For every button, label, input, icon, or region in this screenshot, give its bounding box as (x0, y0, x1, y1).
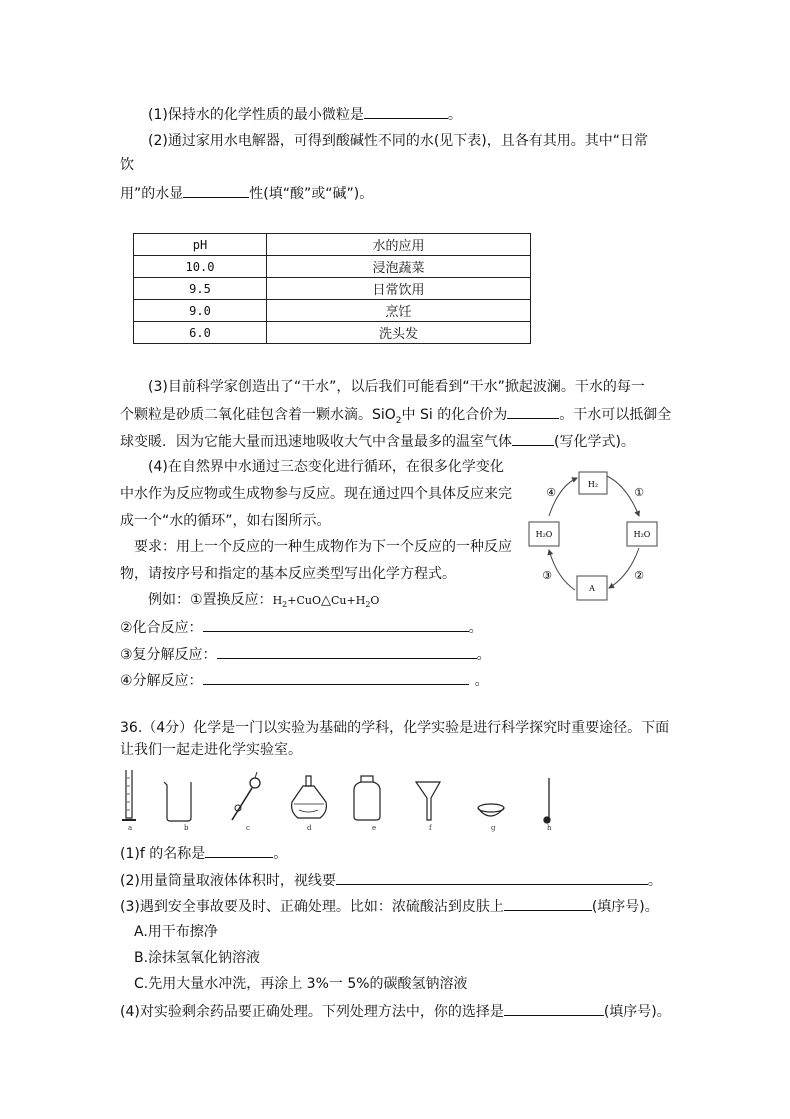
answer-blank[interactable] (507, 404, 559, 419)
q35-part4-line3: 成一个“水的循环”，如右图所示。 (120, 513, 331, 529)
q36-intro-line2: 让我们一起走进化学实验室。 (120, 742, 302, 758)
period: 。 (474, 673, 489, 689)
step-4-marker: ④ (546, 486, 556, 499)
q35-part4-line2: 中水作为反应物或生成物参与反应。现在通过四个具体反应来完 (120, 486, 512, 502)
table-row (134, 278, 531, 300)
table-cell: 10.0 (134, 256, 267, 278)
q35-part3-text-b: 中 Si 的化合价为 (401, 407, 508, 423)
delta-symbol: △ (321, 593, 331, 608)
reaction-2-line (120, 617, 483, 638)
eq-part: +CuO (287, 594, 321, 607)
reaction-3-label: ③复分解反应： (120, 647, 217, 663)
option-c: C.先用大量水冲洗，再涂上 3%一 5%的碳酸氢钠溶液 (134, 976, 468, 992)
apparatus-label: b (184, 824, 189, 832)
table-header: 水的应用 (267, 234, 531, 256)
q35-part2-line2: 饮 (120, 157, 134, 173)
answer-blank[interactable] (203, 617, 469, 632)
example-equation (272, 593, 380, 610)
q36-sub1 (120, 843, 287, 864)
q35-part2-text-a: 用”的水显 (120, 186, 184, 202)
q36-sub2-text: (2)用量筒量取液体体积时，视线要 (120, 873, 336, 889)
subscript: 2 (365, 600, 371, 610)
answer-blank[interactable] (205, 843, 273, 858)
answer-blank[interactable] (512, 431, 554, 446)
table-cell: 9.5 (134, 278, 267, 300)
apparatus-label: a (128, 824, 133, 832)
crucible-tongs-icon (232, 772, 260, 820)
graduated-cylinder-icon (122, 770, 136, 820)
alcohol-lamp-icon (292, 776, 327, 818)
cycle-arrow (549, 550, 575, 590)
answer-blank[interactable] (364, 104, 448, 119)
table-row (134, 300, 531, 322)
answer-blank[interactable] (183, 183, 249, 198)
ph-table (133, 233, 531, 344)
table-header-row (134, 234, 531, 256)
table-header: pH (134, 234, 267, 256)
subscript: 2 (282, 600, 288, 610)
apparatus-label: c (246, 824, 250, 832)
period: 。 (647, 873, 662, 889)
table-cell: 洗头发 (267, 322, 531, 344)
answer-blank[interactable] (203, 670, 469, 685)
period: 。 (468, 620, 483, 636)
q36-sub4-text: (4)对实验剩余药品要正确处理。下列处理方法中，你的选择是 (120, 1004, 504, 1020)
table-cell: 日常饮用 (267, 278, 531, 300)
q36-sub4-end: (填序号)。 (603, 1004, 671, 1020)
q35-part3-line1: (3)目前科学家创造出了“干水”，以后我们可能看到“干水”掀起波澜。干水的每一 (148, 379, 645, 395)
reaction-4-line (120, 670, 489, 691)
apparatus-label: g (491, 824, 496, 832)
q35-part4-line5: 物，请按序号和指定的基本反应类型写出化学方程式。 (120, 566, 456, 582)
eq-part: Cu+H (331, 594, 366, 607)
example-line (148, 590, 379, 615)
q36-sub1-text: (1)f 的名称是 (120, 846, 206, 862)
q35-part2-line1: (2)通过家用水电解器，可得到酸碱性不同的水(见下表)，且各有其用。其中“日常 (148, 133, 649, 149)
q36-intro-line1: 36.（4分）化学是一门以实验为基础的学科，化学实验是进行科学探究时重要途径。下面 (120, 720, 670, 736)
q36-sub2 (120, 870, 662, 891)
apparatus-label: f (429, 824, 432, 832)
reaction-3-line (120, 644, 491, 665)
option-a: A.用干布擦净 (134, 924, 218, 940)
q35-part3-line3 (120, 431, 635, 452)
eq-part: O (370, 594, 380, 607)
q35-part3-text-a: 个颗粒是砂质二氧化硅包含着一颗水滴。SiO (120, 407, 396, 423)
q35-part3-text-e: (写化学式)。 (554, 434, 635, 450)
label-h2o-left: H₂O (535, 530, 553, 539)
answer-blank[interactable] (217, 644, 477, 659)
q35-part3-line2 (120, 404, 671, 431)
step-1-marker: ① (634, 486, 644, 499)
reaction-2-label: ②化合反应： (120, 620, 203, 636)
subscript: 2 (395, 415, 402, 426)
q35-part1 (148, 104, 462, 125)
q35-part1-text: (1)保持水的化学性质的最小微粒是 (148, 107, 364, 123)
q36-sub3 (120, 896, 659, 917)
option-b: B.涂抹氢氧化钠溶液 (134, 950, 261, 966)
q36-sub4 (120, 1001, 671, 1022)
table-cell: 9.0 (134, 300, 267, 322)
q35-part3-text-d: 球变暖．因为它能大量而迅速地吸收大气中含量最多的温室气体 (120, 434, 512, 450)
funnel-icon (416, 782, 440, 820)
answer-blank[interactable] (504, 896, 592, 911)
table-cell: 烹饪 (267, 300, 531, 322)
example-label: 例如：①置换反应： (148, 592, 273, 608)
table-cell: 浸泡蔬菜 (267, 256, 531, 278)
step-3-marker: ③ (542, 569, 552, 582)
evaporating-dish-icon (478, 804, 504, 816)
eq-part: H (272, 594, 283, 607)
q35-part4-line4: 要求：用上一个反应的一种生成物作为下一个反应的一种反应 (134, 539, 512, 555)
apparatus-label: d (307, 824, 312, 832)
label-a: A (589, 584, 595, 593)
q35-part3-text-c: 。干水可以抵御全 (559, 407, 672, 423)
label-h2o-right: H₂O (633, 530, 651, 539)
beaker-icon (164, 782, 191, 821)
period: 。 (476, 647, 491, 663)
q35-part2-text-b: 性(填“酸”或“碱”)。 (249, 186, 374, 202)
table-row (134, 256, 531, 278)
label-h2: H₂ (587, 480, 599, 489)
table-row (134, 322, 531, 344)
step-2-marker: ② (634, 569, 644, 582)
reaction-4-label: ④分解反应： (120, 673, 203, 689)
water-cycle-diagram (527, 466, 667, 606)
glass-rod-icon (544, 778, 550, 823)
table-cell: 6.0 (134, 322, 267, 344)
reagent-bottle-icon (354, 776, 380, 820)
q36-sub3-end: (填序号)。 (591, 899, 659, 915)
q36-sub3-text: (3)遇到安全事故要及时、正确处理。比如：浓硫酸沾到皮肤上 (120, 899, 504, 915)
apparatus-label: e (372, 824, 377, 832)
answer-blank[interactable] (504, 1001, 604, 1016)
q35-part4-line1: (4)在自然界中水通过三态变化进行循环，在很多化学变化 (148, 459, 504, 475)
cycle-arrow (609, 548, 639, 588)
q35-part2-line3 (120, 183, 373, 204)
period: 。 (447, 107, 462, 123)
apparatus-label: h (547, 824, 552, 832)
answer-blank[interactable] (336, 870, 648, 885)
period: 。 (273, 846, 288, 862)
